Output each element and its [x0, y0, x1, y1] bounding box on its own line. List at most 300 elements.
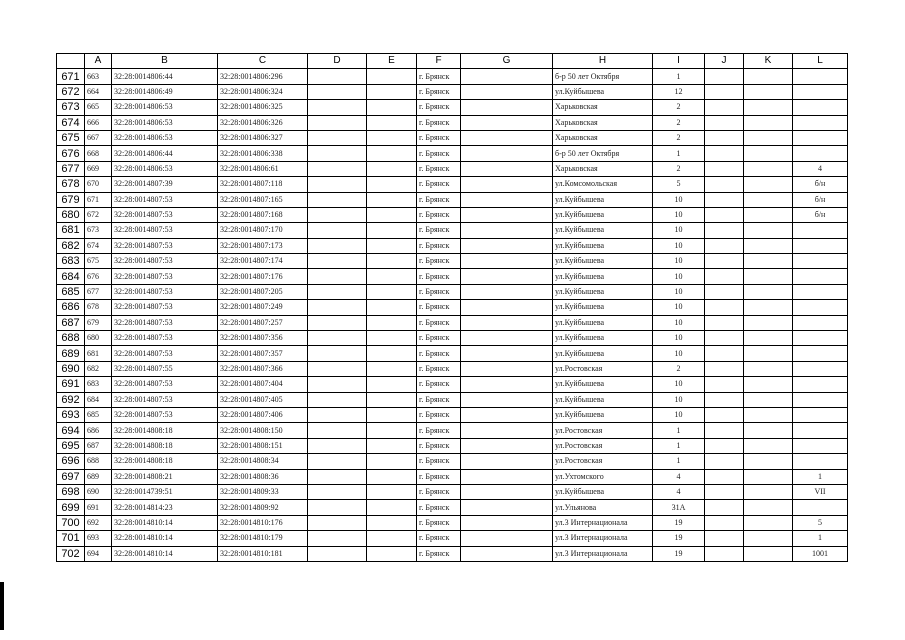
cell-f[interactable]: г. Брянск [417, 269, 461, 284]
cell-c[interactable]: 32:28:0014806:327 [218, 130, 308, 145]
cell-d[interactable] [308, 546, 367, 561]
cell-l[interactable] [793, 454, 848, 469]
cell-k[interactable] [744, 192, 793, 207]
cell-j[interactable] [705, 254, 744, 269]
cell-c[interactable]: 32:28:0014807:406 [218, 407, 308, 422]
cell-e[interactable] [367, 331, 417, 346]
cell-h[interactable]: Харьковская [553, 100, 653, 115]
cell-e[interactable] [367, 346, 417, 361]
cell-k[interactable] [744, 346, 793, 361]
cell-j[interactable] [705, 500, 744, 515]
cell-f[interactable]: г. Брянск [417, 438, 461, 453]
cell-b[interactable]: 32:28:0014808:21 [112, 469, 218, 484]
cell-a[interactable]: 665 [85, 100, 112, 115]
cell-e[interactable] [367, 377, 417, 392]
cell-c[interactable]: 32:28:0014806:61 [218, 161, 308, 176]
row-number-cell[interactable]: 689 [57, 346, 85, 361]
cell-d[interactable] [308, 192, 367, 207]
cell-c[interactable]: 32:28:0014806:338 [218, 146, 308, 161]
cell-g[interactable] [461, 546, 553, 561]
cell-d[interactable] [308, 438, 367, 453]
cell-d[interactable] [308, 392, 367, 407]
cell-k[interactable] [744, 361, 793, 376]
cell-d[interactable] [308, 515, 367, 530]
cell-c[interactable]: 32:28:0014810:181 [218, 546, 308, 561]
cell-e[interactable] [367, 207, 417, 222]
cell-a[interactable]: 674 [85, 238, 112, 253]
cell-j[interactable] [705, 407, 744, 422]
cell-j[interactable] [705, 484, 744, 499]
cell-h[interactable]: б-р 50 лет Октября [553, 146, 653, 161]
cell-b[interactable]: 32:28:0014808:18 [112, 454, 218, 469]
cell-f[interactable]: г. Брянск [417, 361, 461, 376]
cell-i[interactable]: 2 [653, 115, 705, 130]
column-header-a[interactable]: A [85, 54, 112, 69]
column-header-d[interactable]: D [308, 54, 367, 69]
cell-e[interactable] [367, 315, 417, 330]
cell-g[interactable] [461, 84, 553, 99]
cell-a[interactable]: 694 [85, 546, 112, 561]
cell-i[interactable]: 10 [653, 407, 705, 422]
cell-h[interactable]: ул.Куйбышева [553, 300, 653, 315]
cell-c[interactable]: 32:28:0014808:150 [218, 423, 308, 438]
cell-b[interactable]: 32:28:0014810:14 [112, 531, 218, 546]
cell-f[interactable]: г. Брянск [417, 130, 461, 145]
cell-f[interactable]: г. Брянск [417, 423, 461, 438]
cell-k[interactable] [744, 377, 793, 392]
cell-h[interactable]: ул.Ростовская [553, 423, 653, 438]
cell-e[interactable] [367, 438, 417, 453]
cell-f[interactable]: г. Брянск [417, 84, 461, 99]
cell-f[interactable]: г. Брянск [417, 484, 461, 499]
cell-i[interactable]: 4 [653, 484, 705, 499]
cell-a[interactable]: 676 [85, 269, 112, 284]
cell-f[interactable]: г. Брянск [417, 146, 461, 161]
cell-k[interactable] [744, 438, 793, 453]
cell-e[interactable] [367, 100, 417, 115]
cell-i[interactable]: 19 [653, 515, 705, 530]
cell-h[interactable]: ул.Куйбышева [553, 315, 653, 330]
cell-f[interactable]: г. Брянск [417, 238, 461, 253]
cell-e[interactable] [367, 284, 417, 299]
cell-i[interactable]: 1 [653, 438, 705, 453]
cell-g[interactable] [461, 377, 553, 392]
cell-a[interactable]: 663 [85, 69, 112, 84]
cell-d[interactable] [308, 469, 367, 484]
cell-e[interactable] [367, 161, 417, 176]
cell-h[interactable]: ул.Ростовская [553, 438, 653, 453]
cell-h[interactable]: ул.Куйбышева [553, 223, 653, 238]
cell-c[interactable]: 32:28:0014807:168 [218, 207, 308, 222]
row-number-cell[interactable]: 677 [57, 161, 85, 176]
cell-a[interactable]: 670 [85, 177, 112, 192]
cell-l[interactable]: 1 [793, 531, 848, 546]
cell-h[interactable]: ул.Ухтомского [553, 469, 653, 484]
cell-d[interactable] [308, 346, 367, 361]
cell-k[interactable] [744, 238, 793, 253]
cell-b[interactable]: 32:28:0014806:44 [112, 146, 218, 161]
cell-g[interactable] [461, 361, 553, 376]
cell-a[interactable]: 689 [85, 469, 112, 484]
cell-c[interactable]: 32:28:0014809:33 [218, 484, 308, 499]
cell-f[interactable]: г. Брянск [417, 254, 461, 269]
cell-k[interactable] [744, 500, 793, 515]
cell-d[interactable] [308, 269, 367, 284]
cell-i[interactable]: 2 [653, 130, 705, 145]
cell-e[interactable] [367, 454, 417, 469]
cell-b[interactable]: 32:28:0014806:49 [112, 84, 218, 99]
cell-b[interactable]: 32:28:0014807:55 [112, 361, 218, 376]
cell-k[interactable] [744, 223, 793, 238]
cell-d[interactable] [308, 315, 367, 330]
cell-f[interactable]: г. Брянск [417, 392, 461, 407]
cell-l[interactable] [793, 331, 848, 346]
cell-b[interactable]: 32:28:0014806:53 [112, 100, 218, 115]
cell-b[interactable]: 32:28:0014739:51 [112, 484, 218, 499]
cell-a[interactable]: 691 [85, 500, 112, 515]
row-number-cell[interactable]: 673 [57, 100, 85, 115]
cell-b[interactable]: 32:28:0014807:53 [112, 284, 218, 299]
cell-g[interactable] [461, 484, 553, 499]
cell-j[interactable] [705, 192, 744, 207]
cell-d[interactable] [308, 115, 367, 130]
cell-g[interactable] [461, 346, 553, 361]
cell-f[interactable]: г. Брянск [417, 454, 461, 469]
cell-i[interactable]: 2 [653, 361, 705, 376]
cell-c[interactable]: 32:28:0014808:151 [218, 438, 308, 453]
cell-l[interactable]: б/н [793, 177, 848, 192]
cell-b[interactable]: 32:28:0014808:18 [112, 438, 218, 453]
cell-a[interactable]: 693 [85, 531, 112, 546]
cell-h[interactable]: ул.Ростовская [553, 361, 653, 376]
cell-l[interactable] [793, 223, 848, 238]
cell-h[interactable]: Харьковская [553, 130, 653, 145]
cell-g[interactable] [461, 192, 553, 207]
cell-b[interactable]: 32:28:0014807:53 [112, 238, 218, 253]
cell-i[interactable]: 10 [653, 300, 705, 315]
cell-i[interactable]: 31А [653, 500, 705, 515]
cell-k[interactable] [744, 284, 793, 299]
cell-a[interactable]: 685 [85, 407, 112, 422]
column-header-c[interactable]: C [218, 54, 308, 69]
cell-a[interactable]: 690 [85, 484, 112, 499]
cell-l[interactable] [793, 500, 848, 515]
cell-g[interactable] [461, 161, 553, 176]
row-number-cell[interactable]: 691 [57, 377, 85, 392]
cell-f[interactable]: г. Брянск [417, 284, 461, 299]
cell-g[interactable] [461, 315, 553, 330]
cell-i[interactable]: 10 [653, 392, 705, 407]
cell-k[interactable] [744, 407, 793, 422]
cell-h[interactable]: ул.Куйбышева [553, 331, 653, 346]
cell-i[interactable]: 1 [653, 69, 705, 84]
cell-i[interactable]: 10 [653, 346, 705, 361]
cell-a[interactable]: 675 [85, 254, 112, 269]
cell-i[interactable]: 2 [653, 100, 705, 115]
cell-d[interactable] [308, 500, 367, 515]
cell-j[interactable] [705, 392, 744, 407]
cell-f[interactable]: г. Брянск [417, 546, 461, 561]
cell-l[interactable] [793, 438, 848, 453]
cell-g[interactable] [461, 407, 553, 422]
cell-d[interactable] [308, 331, 367, 346]
cell-h[interactable]: ул.Ростовская [553, 454, 653, 469]
cell-c[interactable]: 32:28:0014807:405 [218, 392, 308, 407]
cell-l[interactable] [793, 407, 848, 422]
cell-d[interactable] [308, 161, 367, 176]
row-number-cell[interactable]: 700 [57, 515, 85, 530]
cell-d[interactable] [308, 207, 367, 222]
cell-e[interactable] [367, 515, 417, 530]
cell-b[interactable]: 32:28:0014810:14 [112, 546, 218, 561]
cell-g[interactable] [461, 515, 553, 530]
cell-d[interactable] [308, 84, 367, 99]
cell-i[interactable]: 5 [653, 177, 705, 192]
cell-a[interactable]: 677 [85, 284, 112, 299]
cell-a[interactable]: 666 [85, 115, 112, 130]
row-number-cell[interactable]: 701 [57, 531, 85, 546]
cell-a[interactable]: 681 [85, 346, 112, 361]
cell-h[interactable]: ул.3 Интернационала [553, 515, 653, 530]
cell-j[interactable] [705, 546, 744, 561]
cell-a[interactable]: 671 [85, 192, 112, 207]
column-header-b[interactable]: B [112, 54, 218, 69]
cell-h[interactable]: ул.3 Интернационала [553, 546, 653, 561]
cell-e[interactable] [367, 546, 417, 561]
cell-c[interactable]: 32:28:0014807:174 [218, 254, 308, 269]
cell-k[interactable] [744, 300, 793, 315]
row-number-cell[interactable]: 698 [57, 484, 85, 499]
cell-d[interactable] [308, 284, 367, 299]
cell-b[interactable]: 32:28:0014807:53 [112, 331, 218, 346]
cell-l[interactable] [793, 284, 848, 299]
cell-l[interactable] [793, 238, 848, 253]
cell-k[interactable] [744, 207, 793, 222]
cell-j[interactable] [705, 361, 744, 376]
cell-i[interactable]: 19 [653, 531, 705, 546]
cell-j[interactable] [705, 146, 744, 161]
cell-c[interactable]: 32:28:0014809:92 [218, 500, 308, 515]
cell-c[interactable]: 32:28:0014806:326 [218, 115, 308, 130]
row-number-cell[interactable]: 693 [57, 407, 85, 422]
cell-b[interactable]: 32:28:0014806:53 [112, 130, 218, 145]
cell-l[interactable] [793, 84, 848, 99]
cell-e[interactable] [367, 392, 417, 407]
cell-h[interactable]: ул.3 Интернационала [553, 531, 653, 546]
cell-j[interactable] [705, 438, 744, 453]
row-number-cell[interactable]: 679 [57, 192, 85, 207]
row-number-cell[interactable]: 674 [57, 115, 85, 130]
cell-c[interactable]: 32:28:0014807:357 [218, 346, 308, 361]
cell-i[interactable]: 2 [653, 161, 705, 176]
cell-d[interactable] [308, 69, 367, 84]
cell-h[interactable]: б-р 50 лет Октября [553, 69, 653, 84]
row-number-cell[interactable]: 672 [57, 84, 85, 99]
cell-f[interactable]: г. Брянск [417, 469, 461, 484]
cell-l[interactable] [793, 269, 848, 284]
cell-j[interactable] [705, 130, 744, 145]
cell-i[interactable]: 10 [653, 192, 705, 207]
cell-e[interactable] [367, 254, 417, 269]
row-number-cell[interactable]: 676 [57, 146, 85, 161]
cell-b[interactable]: 32:28:0014806:53 [112, 161, 218, 176]
cell-j[interactable] [705, 469, 744, 484]
cell-a[interactable]: 668 [85, 146, 112, 161]
cell-b[interactable]: 32:28:0014814:23 [112, 500, 218, 515]
cell-g[interactable] [461, 69, 553, 84]
row-number-cell[interactable]: 681 [57, 223, 85, 238]
cell-h[interactable]: ул.Куйбышева [553, 484, 653, 499]
cell-g[interactable] [461, 423, 553, 438]
row-number-cell[interactable]: 702 [57, 546, 85, 561]
cell-c[interactable]: 32:28:0014806:296 [218, 69, 308, 84]
cell-f[interactable]: г. Брянск [417, 115, 461, 130]
cell-k[interactable] [744, 484, 793, 499]
cell-k[interactable] [744, 69, 793, 84]
column-header-f[interactable]: F [417, 54, 461, 69]
cell-l[interactable] [793, 254, 848, 269]
cell-a[interactable]: 667 [85, 130, 112, 145]
cell-d[interactable] [308, 254, 367, 269]
cell-i[interactable]: 1 [653, 454, 705, 469]
cell-g[interactable] [461, 269, 553, 284]
cell-h[interactable]: Харьковская [553, 115, 653, 130]
cell-g[interactable] [461, 238, 553, 253]
row-number-cell[interactable]: 678 [57, 177, 85, 192]
row-number-cell[interactable]: 695 [57, 438, 85, 453]
cell-a[interactable]: 664 [85, 84, 112, 99]
cell-k[interactable] [744, 177, 793, 192]
cell-l[interactable]: 4 [793, 161, 848, 176]
cell-e[interactable] [367, 269, 417, 284]
cell-j[interactable] [705, 238, 744, 253]
cell-h[interactable]: ул.Куйбышева [553, 407, 653, 422]
cell-e[interactable] [367, 361, 417, 376]
cell-c[interactable]: 32:28:0014807:404 [218, 377, 308, 392]
cell-a[interactable]: 684 [85, 392, 112, 407]
cell-a[interactable]: 673 [85, 223, 112, 238]
cell-e[interactable] [367, 69, 417, 84]
cell-g[interactable] [461, 254, 553, 269]
cell-a[interactable]: 682 [85, 361, 112, 376]
cell-c[interactable]: 32:28:0014807:205 [218, 284, 308, 299]
cell-k[interactable] [744, 454, 793, 469]
cell-a[interactable]: 683 [85, 377, 112, 392]
cell-e[interactable] [367, 238, 417, 253]
row-number-cell[interactable]: 685 [57, 284, 85, 299]
cell-d[interactable] [308, 484, 367, 499]
cell-j[interactable] [705, 377, 744, 392]
row-number-cell[interactable]: 683 [57, 254, 85, 269]
cell-c[interactable]: 32:28:0014810:176 [218, 515, 308, 530]
cell-i[interactable]: 1 [653, 423, 705, 438]
cell-f[interactable]: г. Брянск [417, 531, 461, 546]
cell-d[interactable] [308, 130, 367, 145]
cell-d[interactable] [308, 177, 367, 192]
cell-i[interactable]: 10 [653, 254, 705, 269]
cell-l[interactable] [793, 100, 848, 115]
cell-b[interactable]: 32:28:0014806:44 [112, 69, 218, 84]
cell-k[interactable] [744, 546, 793, 561]
cell-e[interactable] [367, 223, 417, 238]
cell-b[interactable]: 32:28:0014807:39 [112, 177, 218, 192]
cell-d[interactable] [308, 377, 367, 392]
cell-h[interactable]: Харьковская [553, 161, 653, 176]
cell-g[interactable] [461, 531, 553, 546]
row-number-cell[interactable]: 671 [57, 69, 85, 84]
cell-l[interactable] [793, 423, 848, 438]
cell-l[interactable] [793, 361, 848, 376]
cell-l[interactable]: 1001 [793, 546, 848, 561]
cell-i[interactable]: 10 [653, 377, 705, 392]
column-header-g[interactable]: G [461, 54, 553, 69]
cell-c[interactable]: 32:28:0014808:36 [218, 469, 308, 484]
cell-e[interactable] [367, 407, 417, 422]
row-number-cell[interactable]: 694 [57, 423, 85, 438]
cell-e[interactable] [367, 469, 417, 484]
cell-f[interactable]: г. Брянск [417, 192, 461, 207]
cell-c[interactable]: 32:28:0014807:170 [218, 223, 308, 238]
cell-e[interactable] [367, 130, 417, 145]
cell-f[interactable]: г. Брянск [417, 346, 461, 361]
cell-k[interactable] [744, 161, 793, 176]
cell-i[interactable]: 10 [653, 331, 705, 346]
cell-h[interactable]: ул.Куйбышева [553, 377, 653, 392]
cell-i[interactable]: 12 [653, 84, 705, 99]
cell-l[interactable] [793, 130, 848, 145]
cell-l[interactable] [793, 300, 848, 315]
cell-i[interactable]: 19 [653, 546, 705, 561]
cell-j[interactable] [705, 69, 744, 84]
cell-j[interactable] [705, 531, 744, 546]
cell-b[interactable]: 32:28:0014806:53 [112, 115, 218, 130]
cell-b[interactable]: 32:28:0014807:53 [112, 223, 218, 238]
cell-a[interactable]: 692 [85, 515, 112, 530]
cell-j[interactable] [705, 161, 744, 176]
cell-c[interactable]: 32:28:0014807:249 [218, 300, 308, 315]
cell-k[interactable] [744, 100, 793, 115]
cell-i[interactable]: 10 [653, 315, 705, 330]
cell-h[interactable]: ул.Ульянова [553, 500, 653, 515]
cell-f[interactable]: г. Брянск [417, 500, 461, 515]
cell-d[interactable] [308, 407, 367, 422]
cell-e[interactable] [367, 500, 417, 515]
cell-k[interactable] [744, 130, 793, 145]
cell-d[interactable] [308, 300, 367, 315]
cell-h[interactable]: ул.Куйбышева [553, 284, 653, 299]
cell-i[interactable]: 10 [653, 269, 705, 284]
cell-c[interactable]: 32:28:0014807:173 [218, 238, 308, 253]
cell-g[interactable] [461, 100, 553, 115]
cell-b[interactable]: 32:28:0014807:53 [112, 300, 218, 315]
cell-i[interactable]: 10 [653, 238, 705, 253]
cell-e[interactable] [367, 484, 417, 499]
cell-a[interactable]: 678 [85, 300, 112, 315]
cell-l[interactable] [793, 377, 848, 392]
cell-d[interactable] [308, 100, 367, 115]
cell-c[interactable]: 32:28:0014807:165 [218, 192, 308, 207]
cell-k[interactable] [744, 269, 793, 284]
cell-g[interactable] [461, 500, 553, 515]
cell-l[interactable] [793, 346, 848, 361]
cell-b[interactable]: 32:28:0014810:14 [112, 515, 218, 530]
cell-k[interactable] [744, 531, 793, 546]
cell-c[interactable]: 32:28:0014806:324 [218, 84, 308, 99]
cell-f[interactable]: г. Брянск [417, 223, 461, 238]
cell-l[interactable] [793, 315, 848, 330]
cell-f[interactable]: г. Брянск [417, 100, 461, 115]
cell-j[interactable] [705, 84, 744, 99]
